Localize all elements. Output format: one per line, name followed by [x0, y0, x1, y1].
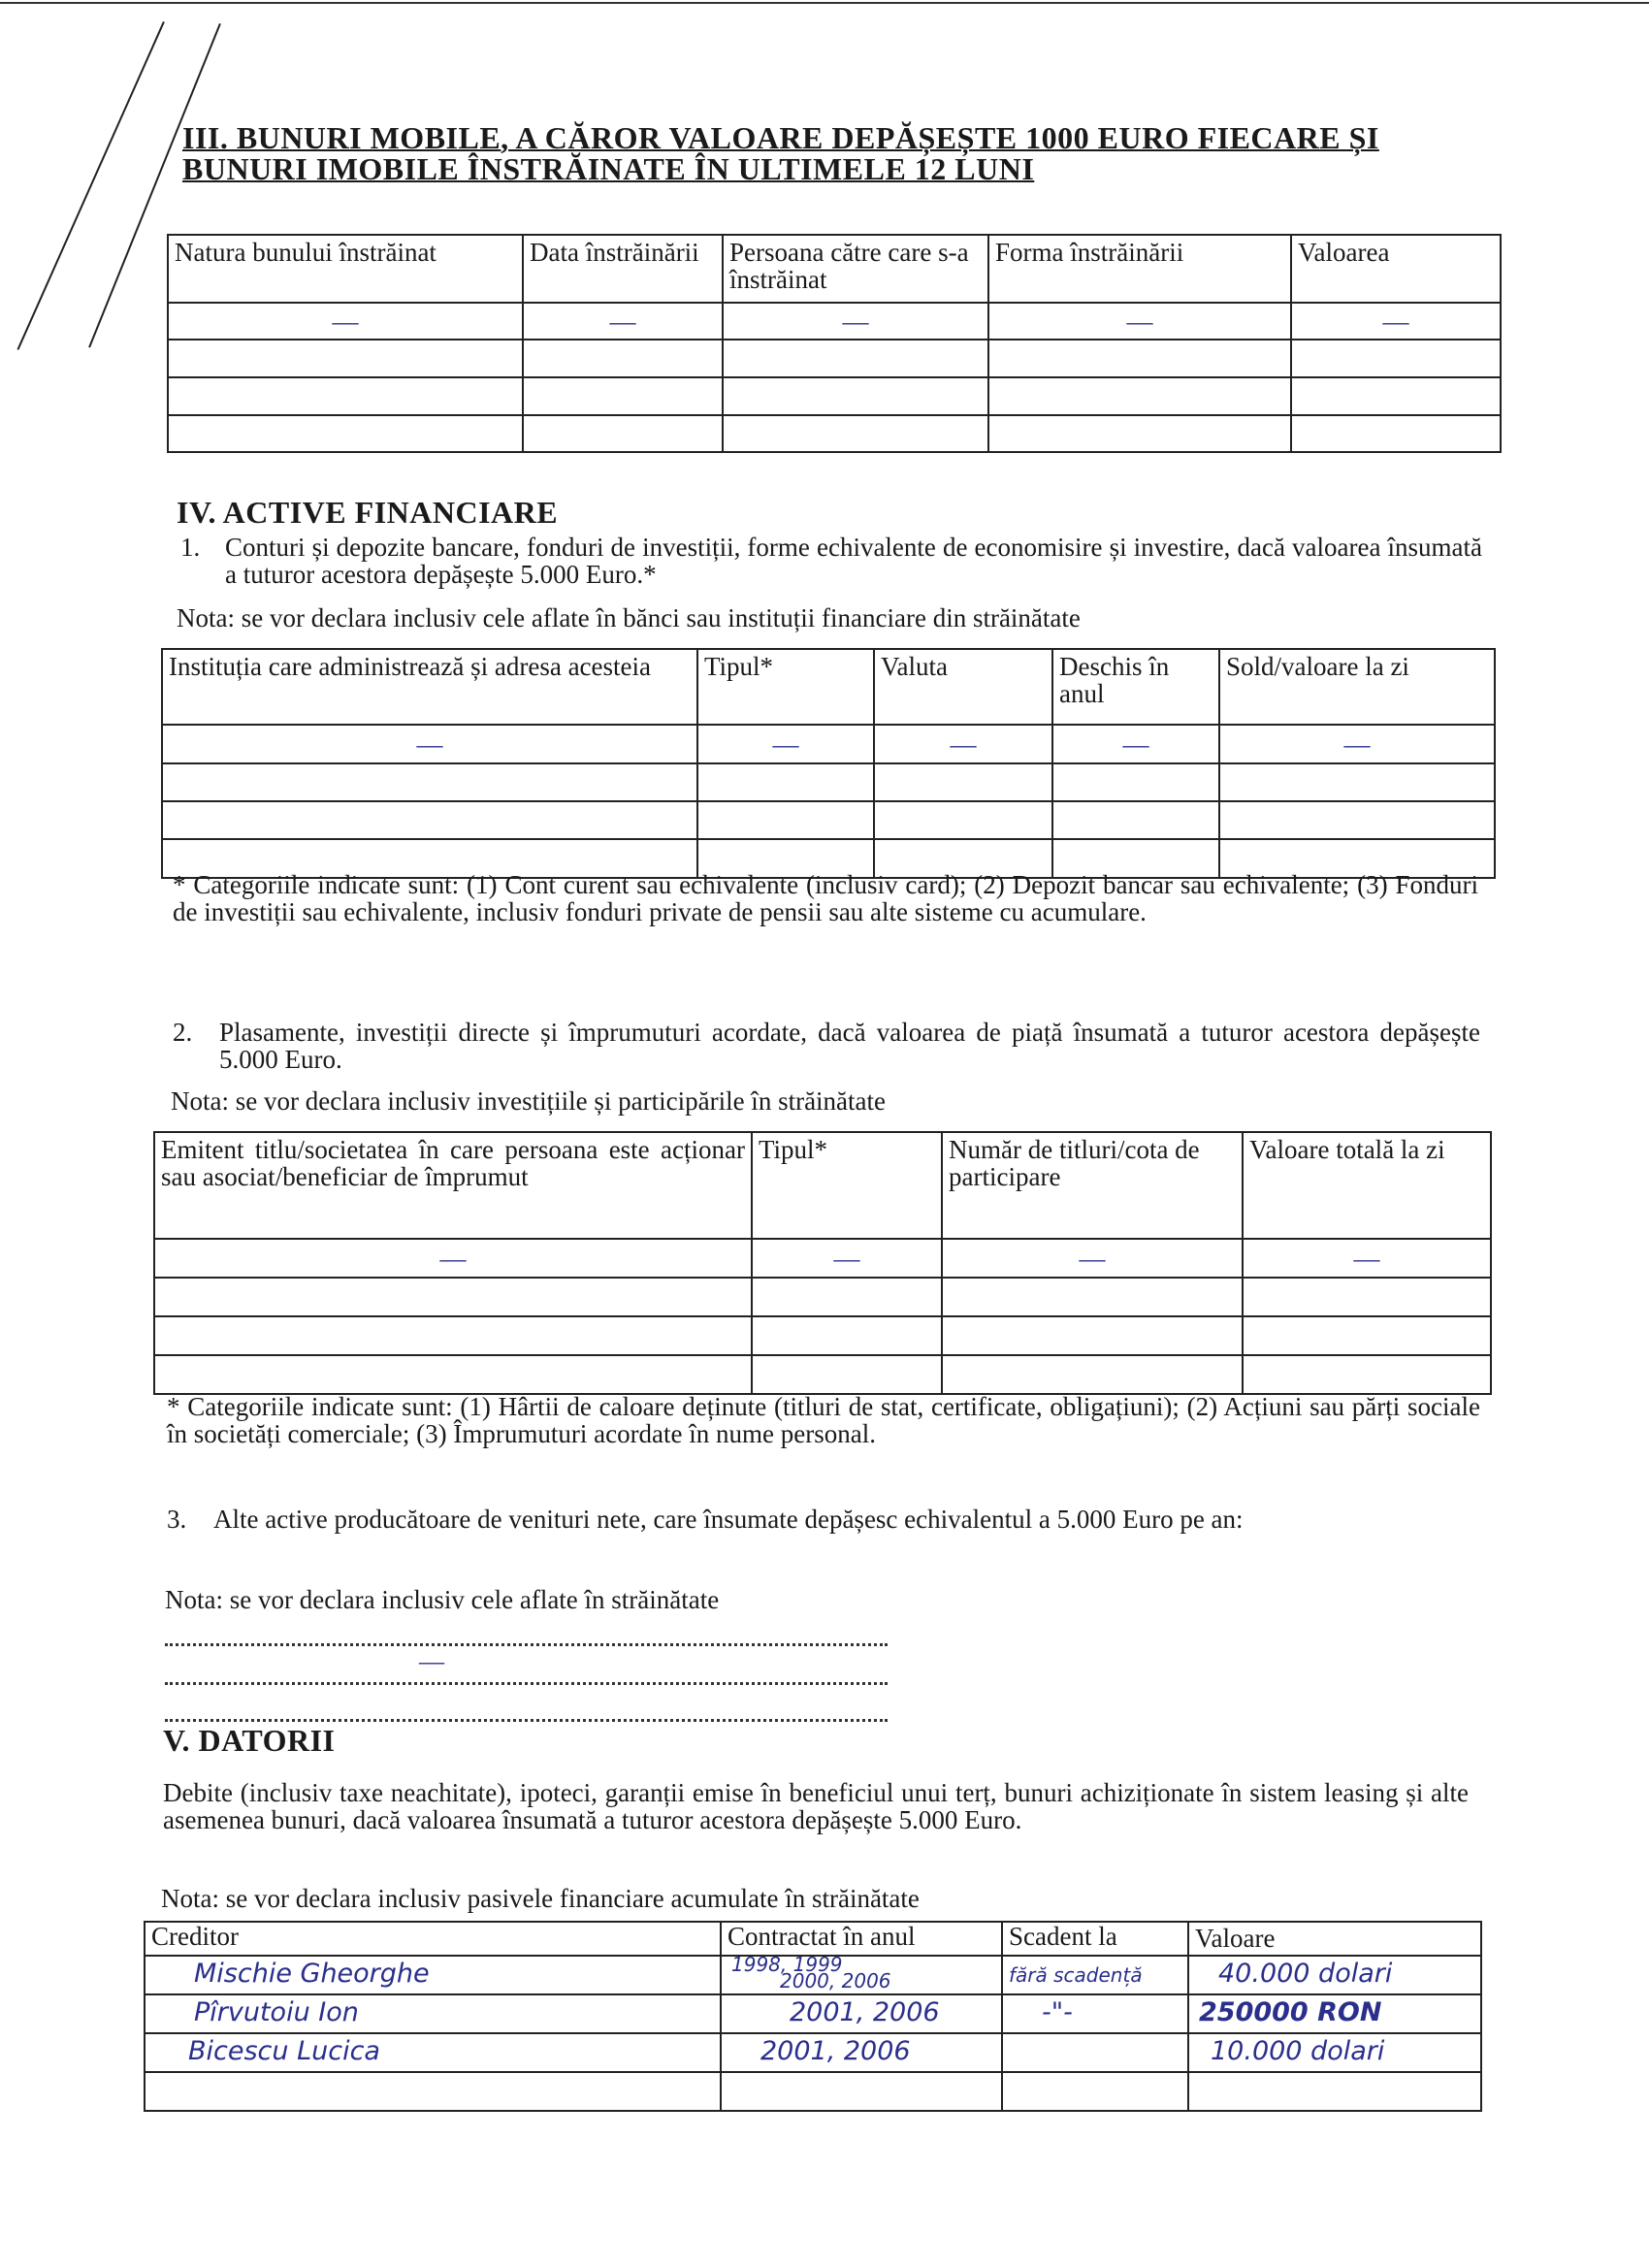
table-cell [942, 1355, 1243, 1394]
col-header-data: Data înstrăinării [523, 235, 723, 303]
creditor-name: Bicescu Lucica [188, 2036, 380, 2066]
contract-year-cell [721, 1994, 1002, 2033]
item-1-number: 1. [180, 533, 201, 562]
col-header-valoare: Valoare [1188, 1922, 1481, 1956]
table-cell [988, 340, 1291, 377]
table-cell: — [942, 1239, 1243, 1278]
table-cell [168, 340, 523, 377]
section-5-note: Nota: se vor declara inclusiv pasivele financiare acumulate în străinătate [161, 1884, 920, 1913]
col-header-valoare-totala: Valoare totală la zi [1243, 1132, 1491, 1239]
value-cell [1188, 2033, 1481, 2072]
col-header-creditor: Creditor [145, 1922, 721, 1956]
value-cell [1188, 1956, 1481, 1994]
table-cell: — [1243, 1239, 1491, 1278]
item-3-number: 3. [167, 1505, 187, 1534]
col-header-sold: Sold/valoare la zi [1219, 649, 1495, 725]
table-cell [1002, 2072, 1188, 2111]
due-value: fără scadență [1009, 1963, 1143, 1987]
col-header-forma: Forma înstrăinării [988, 235, 1291, 303]
section-3-title-line2: BUNURI IMOBILE ÎNSTRĂINATE ÎN ULTIMELE 12 LUNI [182, 151, 1035, 186]
table-cell [723, 415, 988, 452]
due-value: -"- [1042, 1997, 1073, 2027]
col-header-institutia: Instituția care administrează și adresa acesteia [162, 649, 697, 725]
alienated-goods-table [167, 234, 1502, 453]
section-4-title: IV. ACTIVE FINANCIARE [177, 495, 559, 530]
debt-value: 40.000 dolari [1218, 1959, 1393, 1989]
value-cell [1188, 1994, 1481, 2033]
debt-value: 10.000 dolari [1211, 2036, 1385, 2066]
item-2-text: Plasamente, investiții directe și împrumuturi acordate, dacă valoarea de piață însumată a tuturor acestora depășește 5.000 Euro. [219, 1018, 1480, 1074]
col-header-numar-titluri: Număr de titluri/cota de participare [942, 1132, 1243, 1239]
table-cell [988, 377, 1291, 415]
table-cell [988, 415, 1291, 452]
table-row [145, 2033, 1481, 2072]
table-cell [723, 340, 988, 377]
table-cell [723, 377, 988, 415]
section-5-text: Debite (inclusiv taxe neachitate), ipoteci, garanții emise în beneficiul unui terț, bunuri achiziționate în sistem leasing și alte asemenea bunuri, dacă valoarea însumată a tuturor acestora depășește 5.000 Euro. [163, 1778, 1469, 1834]
table-cell: — [1291, 303, 1501, 340]
table-cell [697, 763, 874, 801]
contract-year-cell [721, 2033, 1002, 2072]
due-cell [1002, 2033, 1188, 2072]
table-cell: — [162, 725, 697, 763]
creditor-cell [145, 1956, 721, 1994]
table-cell [752, 1316, 942, 1355]
table-cell [523, 340, 723, 377]
table-cell [1291, 377, 1501, 415]
dotted-fill-line [165, 1643, 888, 1646]
contract-year-line: 1998, 1999 [731, 1956, 843, 1976]
table-cell [1188, 2072, 1481, 2111]
col-header-deschis: Deschis în anul [1052, 649, 1219, 725]
table-cell [523, 415, 723, 452]
table-cell: — [988, 303, 1291, 340]
due-cell [1002, 1956, 1188, 1994]
col-header-natura: Natura bunului înstrăinat [168, 235, 523, 303]
margin-scan-line [17, 21, 165, 350]
table-cell [1243, 1278, 1491, 1316]
due-cell [1002, 1994, 1188, 2033]
table-cell: — [1219, 725, 1495, 763]
table-cell [942, 1316, 1243, 1355]
table-cell [874, 763, 1052, 801]
item-2-note: Nota: se vor declara inclusiv investițiile și participările în străinătate [171, 1086, 887, 1116]
table-cell [162, 763, 697, 801]
dotted-fill-line [165, 1719, 888, 1722]
bank-accounts-table [161, 648, 1496, 879]
table-cell [721, 2072, 1002, 2111]
table-row [145, 1994, 1481, 2033]
page-top-edge [0, 2, 1649, 4]
table-row [145, 1956, 1481, 1994]
dotted-fill-line [165, 1682, 888, 1685]
item-3-dash-mark: — [419, 1647, 444, 1675]
debt-value: 250000 RON [1199, 1997, 1382, 2027]
table-cell [752, 1355, 942, 1394]
investments-table [153, 1131, 1492, 1395]
debts-table [144, 1921, 1482, 2112]
table-cell [1052, 801, 1219, 839]
table-cell [168, 377, 523, 415]
table-cell: — [168, 303, 523, 340]
table-cell [752, 1278, 942, 1316]
table-cell [145, 2072, 721, 2111]
table-cell [1243, 1355, 1491, 1394]
col-header-emitent: Emitent titlu/societatea în care persoana este acționar sau asociat/beneficiar de împrumut [154, 1132, 752, 1239]
contract-year-line: 2000, 2006 [780, 1969, 891, 1993]
item-1-note: Nota: se vor declara inclusiv cele aflate în bănci sau instituții financiare din străinătate [177, 603, 1081, 632]
table-2-footnote: * Categoriile indicate sunt: (1) Hârtii de caloare deținute (titluri de stat, certificate, obligațiuni); (2) Acțiuni sau părți sociale în societăți comerciale; (3) Împrumuturi acordate în nume personal. [167, 1392, 1480, 1448]
section-3-title: III. BUNURI MOBILE, A CĂROR VALOARE DEPĂȘEȘTE 1000 EURO FIECARE ȘI [182, 120, 1379, 155]
table-cell: — [723, 303, 988, 340]
contract-year-line: 2001, 2006 [760, 2036, 911, 2066]
col-header-tipul: Tipul* [752, 1132, 942, 1239]
creditor-cell [145, 2033, 721, 2072]
table-cell [154, 1355, 752, 1394]
item-3-note: Nota: se vor declara inclusiv cele aflate în străinătate [165, 1585, 720, 1614]
table-cell: — [874, 725, 1052, 763]
table-cell [154, 1316, 752, 1355]
item-2-number: 2. [173, 1018, 193, 1047]
table-cell [697, 801, 874, 839]
section-5-title: V. DATORII [163, 1723, 336, 1758]
table-cell [168, 415, 523, 452]
table-cell: — [1052, 725, 1219, 763]
table-cell [1291, 415, 1501, 452]
item-1-text: Conturi și depozite bancare, fonduri de investiții, forme echivalente de economisire și investire, dacă valoarea însumată a tuturor acestora depășește 5.000 Euro.* [225, 533, 1482, 589]
creditor-cell [145, 1994, 721, 2033]
table-cell [154, 1278, 752, 1316]
col-header-tipul: Tipul* [697, 649, 874, 725]
col-header-valoarea: Valoarea [1291, 235, 1501, 303]
table-cell: — [697, 725, 874, 763]
table-cell: — [752, 1239, 942, 1278]
creditor-name: Pîrvutoiu Ion [194, 1997, 359, 2027]
table-cell [1243, 1316, 1491, 1355]
table-cell [1291, 340, 1501, 377]
contract-year-cell [721, 1956, 1002, 1994]
table-cell [942, 1278, 1243, 1316]
col-header-contractat: Contractat în anul [721, 1922, 1002, 1956]
table-cell [1219, 763, 1495, 801]
col-header-valuta: Valuta [874, 649, 1052, 725]
col-header-scadent: Scadent la [1002, 1922, 1188, 1956]
table-cell [523, 377, 723, 415]
creditor-name: Mischie Gheorghe [194, 1959, 430, 1989]
table-cell: — [523, 303, 723, 340]
table-cell [1052, 763, 1219, 801]
item-3-text: Alte active producătoare de venituri nete, care însumate depășesc echivalentul a 5.000 Euro pe an: [213, 1505, 1244, 1534]
contract-year-line: 2001, 2006 [790, 1997, 940, 2027]
col-header-persoana: Persoana către care s-a înstrăinat [723, 235, 988, 303]
table-cell [162, 801, 697, 839]
table-cell: — [154, 1239, 752, 1278]
table-cell [874, 801, 1052, 839]
table-cell [1219, 801, 1495, 839]
table-1-footnote: * Categoriile indicate sunt: (1) Cont curent sau echivalente (inclusiv card); (2) Depozit bancar sau echivalente; (3) Fonduri de investiții sau echivalente, inclusiv fonduri private de pensii sau alte sisteme cu acumulare. [173, 870, 1478, 926]
